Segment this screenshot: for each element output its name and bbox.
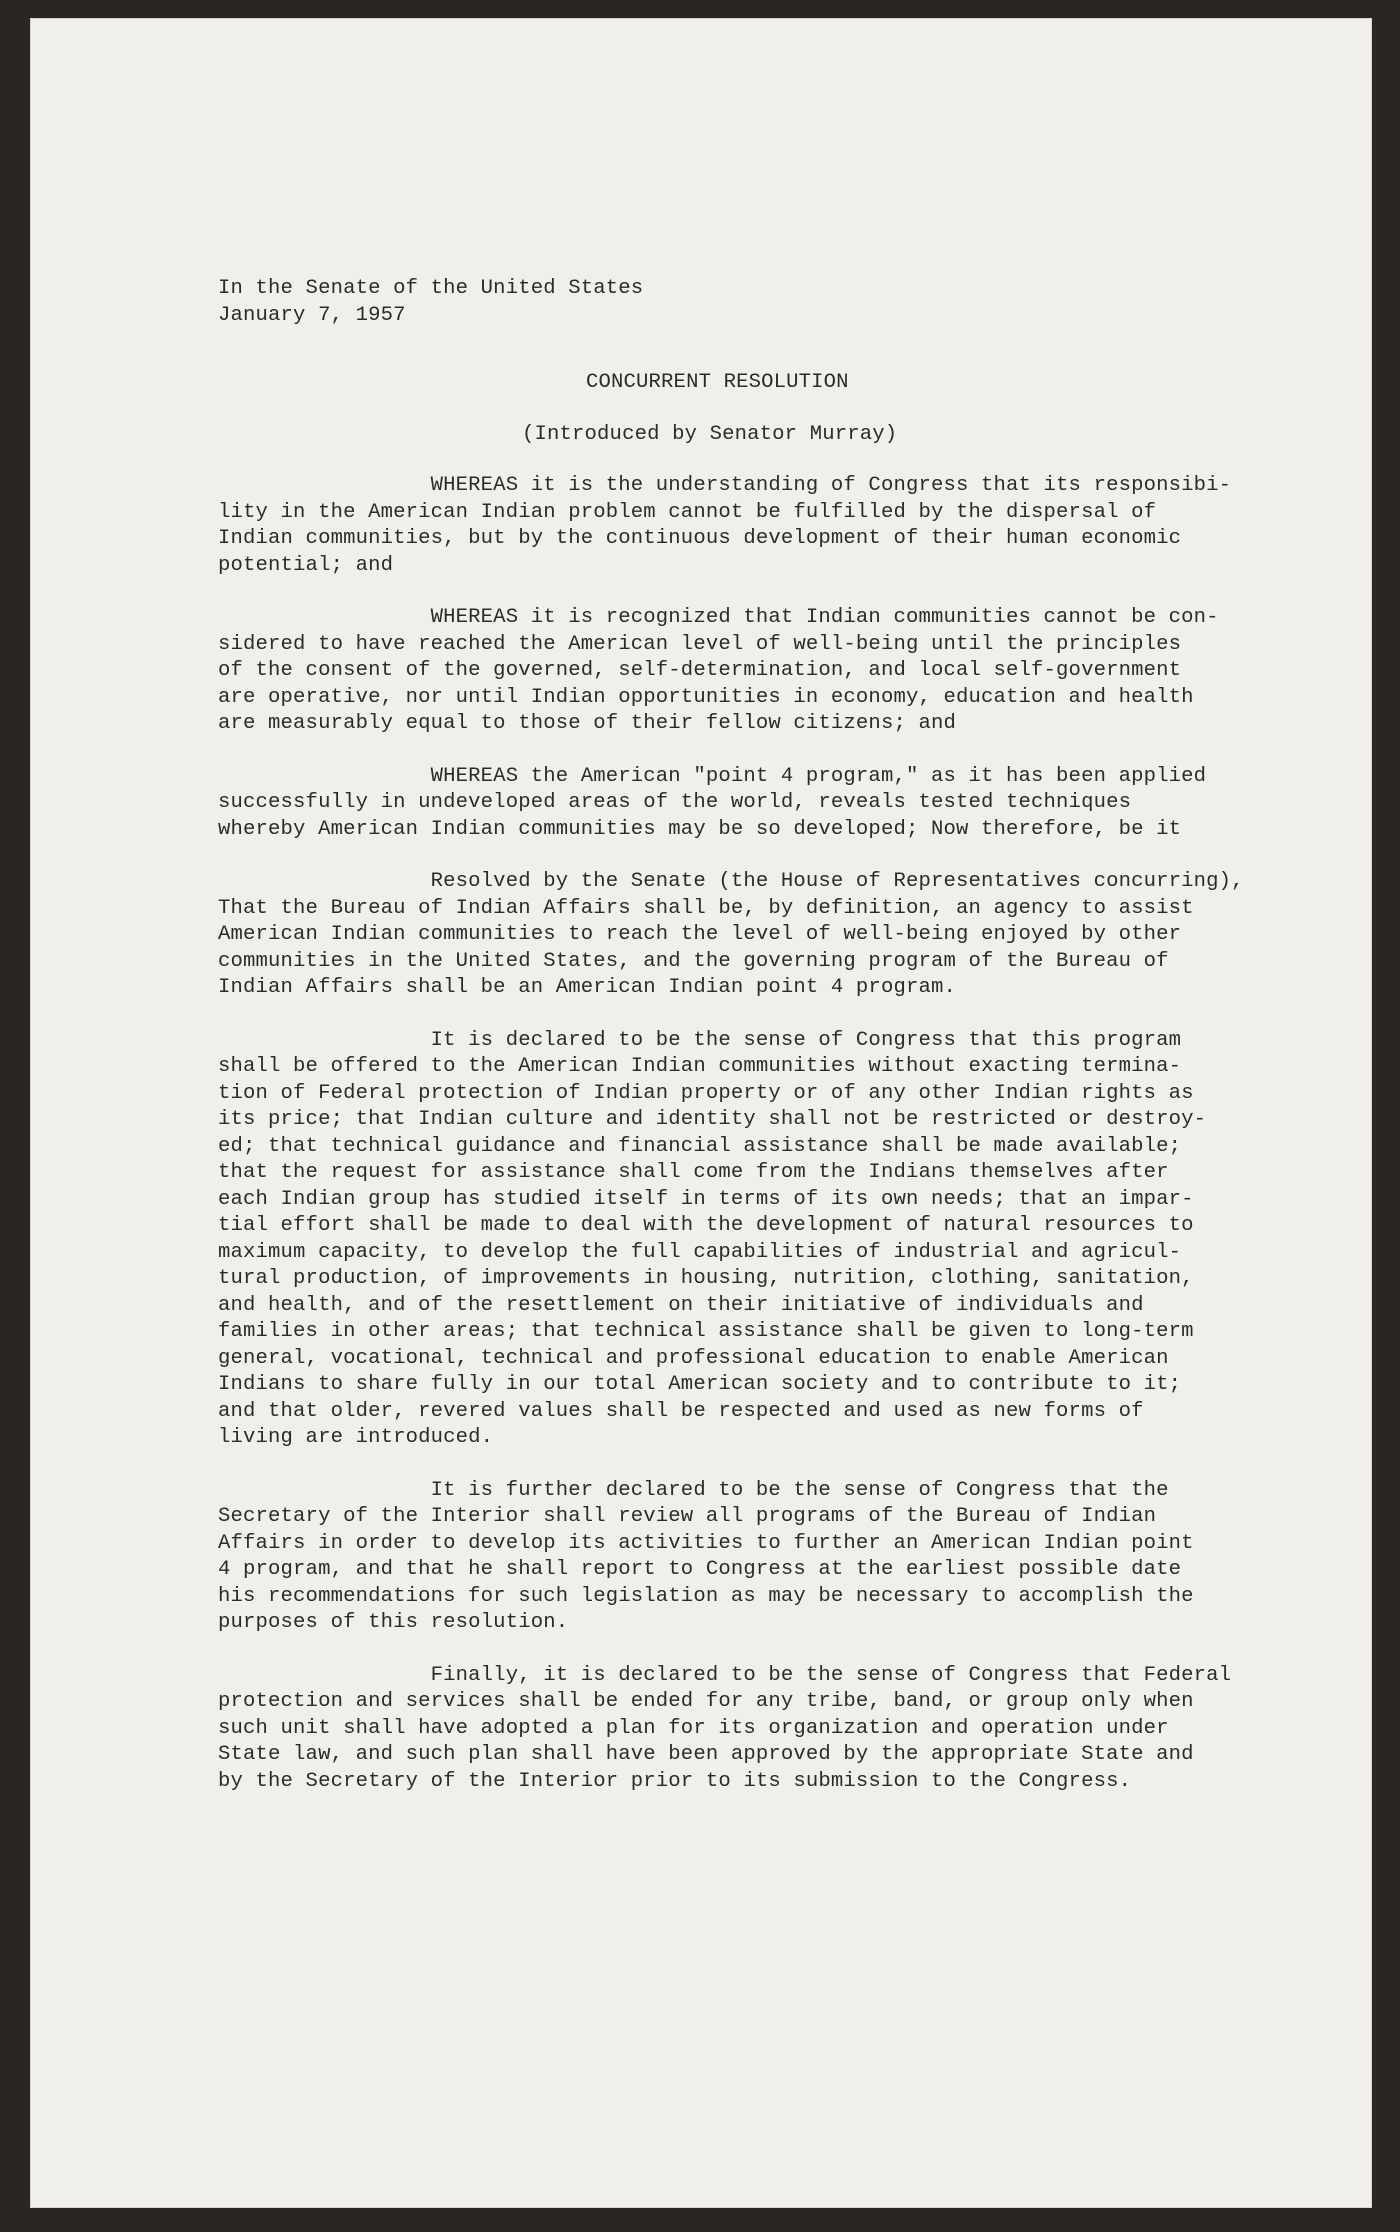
spacer — [218, 1637, 1250, 1663]
text-line: that the request for assistance shall come from the Indians themselves after — [218, 1161, 1169, 1184]
text-line: lity in the American Indian problem cannot be fulfilled by the dispersal of — [218, 500, 1157, 524]
text-line: tural production, of improvements in housing, nutrition, clothing, sanitation, — [218, 1267, 1194, 1290]
text-line: and that older, revered values shall be respected and used as new forms of — [218, 1399, 1144, 1423]
text-line: protection and services shall be ended for any tribe, band, or group only when — [218, 1690, 1194, 1713]
text-line: It is further declared to be the sense of Congress that the — [218, 1478, 1169, 1502]
spacer — [218, 843, 1250, 869]
text-line: are operative, nor until Indian opportunities in economy, education and health — [218, 685, 1194, 709]
text-line: WHEREAS it is the understanding of Congress that its responsibi- — [218, 474, 1232, 497]
spacer — [218, 1452, 1250, 1478]
text-line: whereby American Indian communities may be so developed; Now therefore, be it — [218, 817, 1182, 841]
text-line: each Indian group has studied itself in terms of its own needs; that an impar- — [218, 1187, 1194, 1211]
document-page — [30, 18, 1372, 2208]
text-line: WHEREAS it is recognized that Indian communities cannot be con- — [218, 606, 1219, 629]
text-line: Finally, it is declared to be the sense of Congress that Federal — [218, 1663, 1232, 1687]
spacer — [218, 329, 1250, 370]
text-line: Secretary of the Interior shall review all programs of the Bureau of Indian — [218, 1505, 1157, 1528]
text-line: WHEREAS the American "point 4 program," as it has been applied — [218, 764, 1207, 788]
spacer — [218, 579, 1250, 605]
text-line: Indians to share fully in our total American society and to contribute to it; — [218, 1373, 1182, 1396]
spacer — [218, 1002, 1250, 1028]
text-line: That the Bureau of Indian Affairs shall be, by definition, an agency to assist — [218, 896, 1194, 920]
text-line: communities in the United States, and the governing program of the Bureau of — [218, 949, 1169, 973]
text-line: sidered to have reached the American level of well-being until the principles — [218, 632, 1182, 656]
text-line: are measurably equal to those of their fellow citizens; and — [218, 712, 956, 735]
text-line: of the consent of the governed, self-determination, and local self-government — [218, 659, 1182, 682]
text-line: its price; that Indian culture and identity shall not be restricted or destroy- — [218, 1108, 1207, 1131]
text-line: shall be offered to the American Indian communities without exacting termina- — [218, 1055, 1182, 1078]
text-line: by the Secretary of the Interior prior to its submission to the Congress. — [218, 1769, 1132, 1793]
text-line: tion of Federal protection of Indian property or of any other Indian rights as — [218, 1081, 1194, 1105]
document-body — [218, 276, 1250, 1795]
paragraph-whereas-3 — [218, 764, 1250, 844]
spacer — [218, 448, 1250, 473]
text-line: Affairs in order to develop its activities to further an American Indian point — [218, 1531, 1194, 1555]
header-line-1: In the Senate of the United States — [218, 277, 644, 300]
paragraph-whereas-1 — [218, 473, 1250, 579]
text-line: and health, and of the resettlement on their initiative of individuals and — [218, 1293, 1144, 1317]
paragraph-further-declared — [218, 1478, 1250, 1637]
text-line: living are introduced. — [218, 1426, 494, 1449]
text-line: State law, and such plan shall have been approved by the appropriate State and — [218, 1743, 1194, 1766]
text-line: general, vocational, technical and professional education to enable American — [218, 1346, 1169, 1370]
spacer — [218, 397, 1250, 422]
paragraph-whereas-2 — [218, 605, 1250, 738]
text-line: successfully in undeveloped areas of the world, reveals tested techniques — [218, 791, 1132, 814]
text-line: 4 program, and that he shall report to Congress at the earliest possible date — [218, 1558, 1182, 1581]
document-title: CONCURRENT RESOLUTION — [586, 371, 849, 394]
text-line: Resolved by the Senate (the House of Representatives concurring), — [218, 870, 1244, 893]
text-line: families in other areas; that technical assistance shall be given to long-term — [218, 1320, 1194, 1343]
text-line: such unit shall have adopted a plan for its organization and operation under — [218, 1716, 1169, 1740]
text-line: Indian communities, but by the continuous development of their human economic — [218, 527, 1182, 550]
spacer — [218, 738, 1250, 764]
paragraph-resolved — [218, 869, 1250, 1002]
text-line: potential; and — [218, 553, 394, 577]
header-date: January 7, 1957 — [218, 303, 406, 327]
text-line: It is declared to be the sense of Congress that this program — [218, 1028, 1182, 1052]
text-line: tial effort shall be made to deal with the development of natural resources to — [218, 1214, 1194, 1237]
text-line: ed; that technical guidance and financial assistance shall be made available; — [218, 1134, 1182, 1158]
paragraph-finally — [218, 1663, 1250, 1796]
text-line: Indian Affairs shall be an American Indian point 4 program. — [218, 976, 956, 999]
text-line: maximum capacity, to develop the full capabilities of industrial and agricul- — [218, 1240, 1182, 1264]
paragraph-declared — [218, 1028, 1250, 1452]
document-subtitle: (Introduced by Senator Murray) — [522, 422, 898, 446]
text-line: his recommendations for such legislation as may be necessary to accomplish the — [218, 1584, 1194, 1608]
text-line: American Indian communities to reach the level of well-being enjoyed by other — [218, 923, 1182, 946]
text-line: purposes of this resolution. — [218, 1611, 569, 1634]
